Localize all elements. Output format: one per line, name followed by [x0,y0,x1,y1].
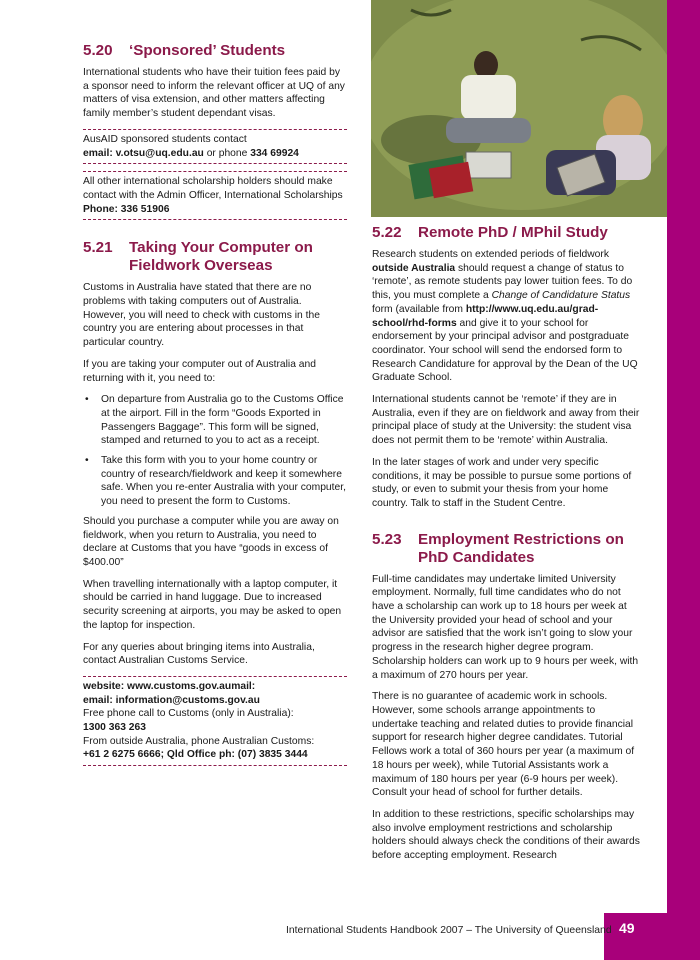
contact-label: From outside Australia, phone Australian Customs: [83,735,315,747]
bullet-icon: • [85,394,89,406]
text: form (available from [372,303,466,315]
section-title: ‘Sponsored’ Students [129,42,286,59]
email-link[interactable]: email: information@customs.gov.au [83,694,260,706]
phone-number: +61 2 6275 6666; Qld Office ph: (07) 3835 3444 [83,749,308,761]
contact-label: AusAID sponsored students contact [83,133,247,145]
list-item-text: On departure from Australia go to the Customs Office at the airport. Fill in the form “Goods Exported in Passengers Baggage”. This form will be signed, stamped and returned to you to act as a receipt. [101,394,344,447]
paragraph: Should you purchase a computer while you are away on fieldwork, when you return to Australia, you need to declare at Customs that you have “goods in excess of $400.00” [83,515,339,568]
section-number: 5.23 [372,530,402,548]
students-photo [371,0,667,217]
students-on-grass-image [371,0,667,217]
section-5-22-heading [372,224,640,242]
scholarship-contact-box [83,172,347,219]
phone-number: 334 69924 [250,147,299,159]
section-title: Remote PhD / MPhil Study [418,224,608,241]
paragraph: For any queries about bringing items into Australia, contact Australian Customs Service. [83,641,315,667]
paragraph: International students cannot be ‘remote’ if they are in Australia, even if they are on fieldwork and away from their principal place of study at the University: the student visa does not permit them to be ‘remote’ within Australia. [372,394,640,447]
forms-url-link[interactable]: http://www.uq.edu.au/grad-school/rhd-forms [372,303,599,329]
section-number: 5.21 [83,239,113,257]
bullet-icon: • [85,455,89,467]
paragraph: When travelling internationally with a laptop computer, it should be carried in hand luggage. Due to increased security screening at airports, you may be asked to open the laptop for inspection. [83,578,342,631]
contact-line [83,147,347,161]
contact-label: Free phone call to Customs (only in Australia): [83,708,294,720]
section-number: 5.22 [372,224,402,241]
side-accent-bar [667,0,700,960]
email-link[interactable]: email: v.otsu@uq.edu.au [83,147,204,159]
paragraph: There is no guarantee of academic work in schools. However, some schools arrange appointments to undertake teaching and related duties to provide financial support for research higher degree candidates. Tutorial Fellows work a total of 360 hours per year (a maximum of 18 hours per week), while Tutorial Assistants work a maximum of 180 hours per year (6-9 hours per week). Consult your head of school for further details. [372,691,635,799]
left-column [83,42,347,766]
list-item [83,454,347,509]
connector-text: or phone [203,147,251,159]
paragraph: International students who have their tuition fees paid by a sponsor need to inform the relevant officer at UQ of any matters of visa extension, and other matters affecting family member’s student dependant visas. [83,67,345,120]
dashed-divider [83,765,347,766]
list-item [83,393,347,448]
section-5-20-heading [83,42,347,60]
paragraph: Full-time candidates may undertake limited University employment. Normally, full time candidates who do not have a scholarship can work up to 18 hours per week at the University provided your head of school and your advisor are satisfied that the work isn’t going to slow your progress in the research higher degree program. Scholarship holders can work up to 9 hours per week, with a maximum of 270 hours per year. [372,573,639,681]
website-link[interactable]: website: www.customs.gov.aumail: [83,680,256,692]
page-number: 49 [619,920,635,936]
footer-text: International Students Handbook 2007 – The University of Queensland [286,925,612,936]
emphasis: outside Australia [372,262,456,274]
ausaid-contact-box [83,130,347,163]
form-name: Change of Candidature Status [491,290,631,302]
phone-number: Phone: 336 51906 [83,203,170,215]
list-item-text: Take this form with you to your home country or country of research/fieldwork and keep it somewhere safe. When you re-enter Australia with your computer, you need to present the form to Customs. [101,455,346,508]
phone-number: 1300 363 263 [83,722,146,734]
paragraph: In the later stages of work and under very specific conditions, it may be possible to pursue some portions of study, or even to submit your thesis from your home country. Talk to staff in the Student Centre. [372,456,632,509]
paragraph: If you are taking your computer out of Australia and returning with it, you need to: [83,358,316,384]
section-5-23-heading [372,531,640,567]
text: Research students on extended periods of fieldwork [372,249,609,260]
text: should request a change of status to ‘remote’, as remote students pay lower tuition fees. To do this, you must complete a [372,262,633,302]
paragraph [372,248,640,385]
section-title: Employment Restrictions on PhD Candidates [418,530,624,566]
customs-contact-box [83,677,347,765]
section-number: 5.20 [83,42,113,59]
right-column [372,224,640,871]
paragraph: Customs in Australia have stated that there are no problems with taking computers out of Australia. However, you will need to check with customs in the country you are entering about processes in that particular country. [83,282,320,349]
contact-text: All other international scholarship holders should make contact with the Admin Officer, International Scholarships [83,176,343,201]
section-title: Taking Your Computer on Fieldwork Overseas [129,239,313,275]
section-5-21-heading [83,239,347,275]
text: and give it to your school for endorsement by your principal advisor and postgraduate coordinator. Your school will send the endorsed form to Research Candidature for approval by the Dean of the UQ Graduate School. [372,317,638,384]
steps-list [83,393,347,509]
paragraph: In addition to these restrictions, specific scholarships may also involve employment restrictions and scholarship holders should always check the conditions of their awards before accepting employment. Research [372,808,640,862]
